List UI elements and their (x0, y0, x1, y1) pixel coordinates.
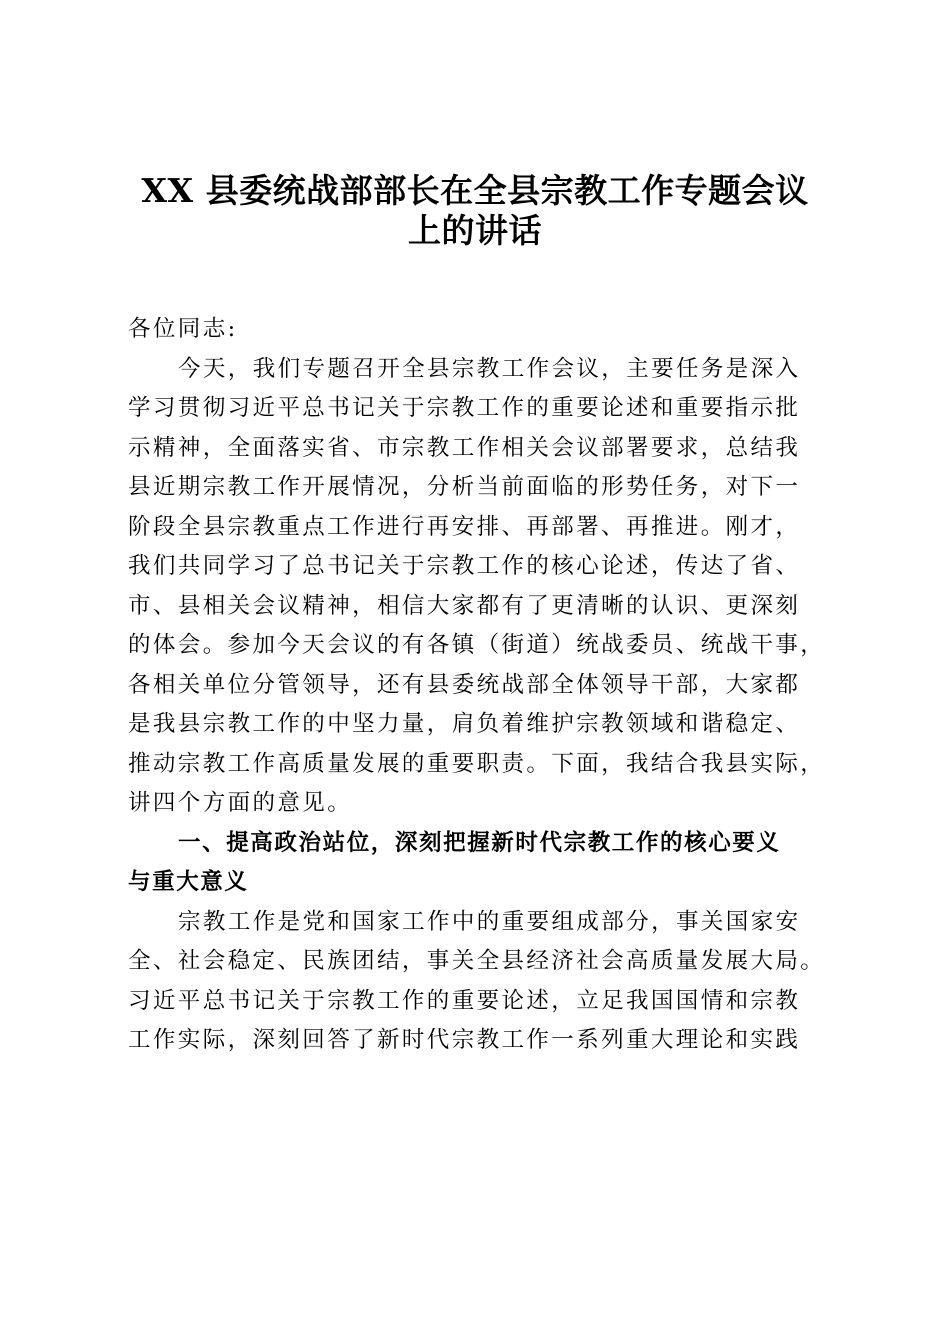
paragraph-line: 县近期宗教工作开展情况，分析当前面临的形势任务，对下一 (128, 474, 801, 500)
paragraph-line: 是我县宗教工作的中坚力量，肩负着维护宗教领域和谐稳定、 (128, 711, 801, 737)
salutation: 各位同志: (128, 316, 238, 342)
paragraph-line: 学习贯彻习近平总书记关于宗教工作的重要论述和重要指示批 (128, 395, 801, 421)
paragraph-line: 推动宗教工作高质量发展的重要职责。下面，我结合我县实际， (128, 750, 826, 777)
document-title (120, 168, 830, 250)
paragraph-line: 今天，我们专题召开全县宗教工作会议，主要任务是深入 (178, 355, 801, 382)
paragraph-line: 习近平总书记关于宗教工作的重要论述，立足我国国情和宗教 (128, 987, 801, 1014)
paragraph-section-1 (128, 903, 848, 1061)
paragraph-line: 宗教工作是党和国家工作中的重要组成部分，事关国家安 (178, 908, 801, 935)
section-heading-1 (128, 824, 848, 903)
paragraph-line: 全、社会稳定、民族团结，事关全县经济社会高质量发展大局。 (128, 948, 826, 974)
paragraph-line: 各相关单位分管领导，还有县委统战部全体领导干部，大家都 (128, 671, 801, 698)
paragraph-line: 我们共同学习了总书记关于宗教工作的核心论述，传达了省、 (128, 553, 801, 579)
paragraph-line: 讲四个方面的意见。 (128, 790, 353, 816)
document-body (128, 310, 848, 1061)
heading-line: 一、提高政治站位，深刻把握新时代宗教工作的核心要义 (178, 829, 781, 856)
paragraph-line: 示精神，全面落实省、市宗教工作相关会议部署要求，总结我 (128, 434, 801, 461)
paragraph-intro (128, 350, 848, 824)
paragraph-line: 的体会。参加今天会议的有各镇（街道）统战委员、统战干事， (128, 632, 826, 658)
paragraph-line: 阶段全县宗教重点工作进行再安排、再部署、再推进。刚才， (128, 513, 801, 540)
paragraph-line: 市、县相关会议精神，相信大家都有了更清晰的认识、更深刻 (128, 592, 801, 619)
title-line: XX 县委统战部部长在全县宗教工作专题会议 (141, 171, 809, 210)
paragraph-line: 工作实际，深刻回答了新时代宗教工作一系列重大理论和实践 (128, 1027, 801, 1053)
heading-line: 与重大意义 (128, 869, 249, 895)
title-line: 上的讲话 (408, 210, 542, 250)
